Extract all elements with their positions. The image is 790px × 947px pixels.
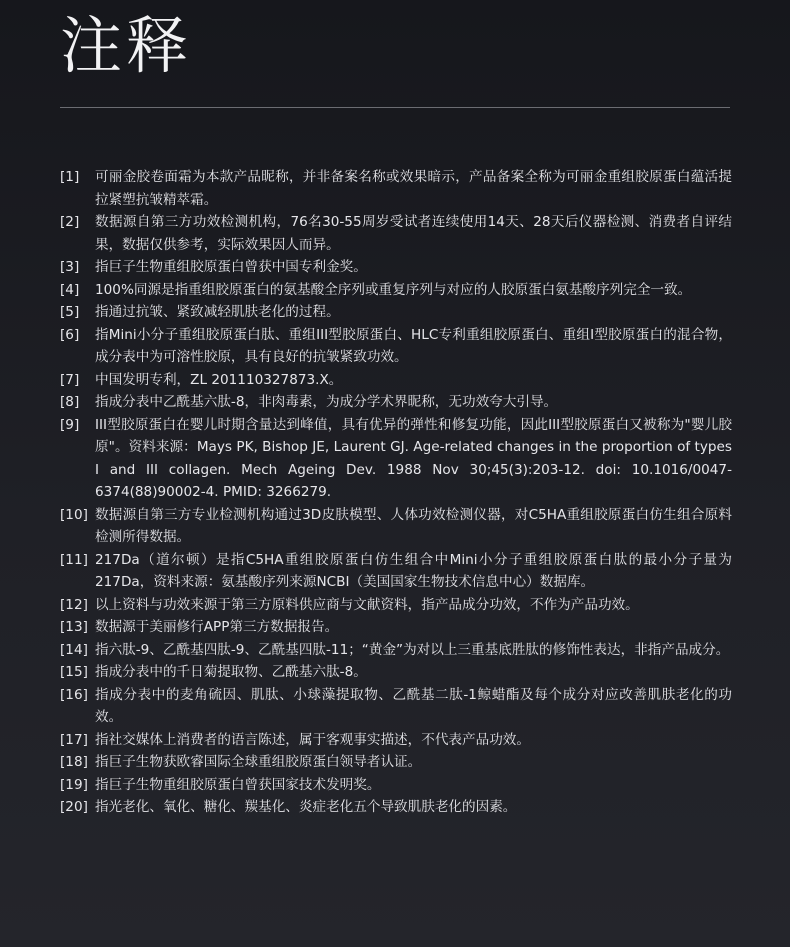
footnote-text: 指巨子生物重组胶原蛋白曾获国家技术发明奖。 xyxy=(95,776,381,793)
footnote-number: [11] xyxy=(60,551,88,568)
footnote-text: 指成分表中的千日菊提取物、乙酰基六肽-8。 xyxy=(95,664,367,680)
footnote-item xyxy=(60,594,732,617)
footnote-item xyxy=(60,639,732,662)
footnote-number: [8] xyxy=(60,394,80,410)
footnote-text: 指巨子生物重组胶原蛋白曾获中国专利金奖。 xyxy=(95,259,367,275)
footnote-text: 指Mini小分子重组胶原蛋白肽、重组III型胶原蛋白、HLC专利重组胶原蛋白、重组I型胶原蛋白的混合物，成分表中为可溶性胶原，具有良好的抗皱紧致功效。 xyxy=(95,326,732,365)
footnote-text: 217Da（道尔顿）是指C5HA重组胶原蛋白仿生组合中Mini小分子重组胶原蛋白肽的最小分子量为217Da，资料来源：氨基酸序列来源NCBI（美国国家生物技术信息中心）数据库。 xyxy=(95,551,732,590)
footnote-text: 指光老化、氧化、糖化、羰基化、炎症老化五个导致肌肤老化的因素。 xyxy=(95,799,517,815)
footnote-number: [1] xyxy=(60,169,80,185)
footnote-item xyxy=(60,774,732,797)
footnote-item xyxy=(60,616,732,639)
footnote-text: 指巨子生物获欧睿国际全球重组胶原蛋白领导者认证。 xyxy=(95,754,422,770)
footnote-item xyxy=(60,796,732,819)
footnote-text: 指成分表中乙酰基六肽-8，非肉毒素，为成分学术界昵称，无功效夸大引导。 xyxy=(95,394,558,410)
footnote-item xyxy=(60,279,732,302)
footnote-item xyxy=(60,414,732,504)
footnote-number: [5] xyxy=(60,304,80,320)
footnote-number: [15] xyxy=(60,664,88,680)
footnote-text: 100%同源是指重组胶原蛋白的氨基酸全序列或重复序列与对应的人胶原蛋白氨基酸序列完全一致。 xyxy=(95,281,692,298)
footnote-item xyxy=(60,751,732,774)
footnote-item xyxy=(60,729,732,752)
footnote-number: [4] xyxy=(60,281,80,298)
footnote-text: 指六肽-9、乙酰基四肽-9、乙酰基四肽-11；“黄金”为对以上三重基底胜肽的修饰性表达，非指产品成分。 xyxy=(95,641,730,658)
footnote-number: [9] xyxy=(60,416,80,433)
footnote-item xyxy=(60,166,732,211)
footnote-item xyxy=(60,211,732,256)
footnote-text: 指社交媒体上消费者的语言陈述，属于客观事实描述，不代表产品功效。 xyxy=(95,731,530,748)
footnote-item xyxy=(60,324,732,369)
footnote-text: 指成分表中的麦角硫因、肌肽、小球藻提取物、乙酰基二肽-1鲸蜡酯及每个成分对应改善肌肤老化的功效。 xyxy=(95,686,732,725)
page-title: 注释 xyxy=(60,9,193,82)
footnote-number: [18] xyxy=(60,754,88,770)
footnote-number: [3] xyxy=(60,259,80,275)
footnote-number: [19] xyxy=(60,776,88,793)
footnote-number: [2] xyxy=(60,214,80,230)
footnote-number: [14] xyxy=(60,641,88,658)
title-divider xyxy=(60,107,730,108)
footnote-number: [10] xyxy=(60,506,88,523)
footnote-item xyxy=(60,661,732,684)
footnote-text: 以上资料与功效来源于第三方原料供应商与文献资料，指产品成分功效，不作为产品功效。 xyxy=(95,596,639,613)
footnote-item xyxy=(60,256,732,279)
footnote-text: 指通过抗皱、紧致减轻肌肤老化的过程。 xyxy=(95,304,340,320)
footnote-number: [12] xyxy=(60,596,88,613)
footnote-item xyxy=(60,391,732,414)
footnote-number: [17] xyxy=(60,731,88,748)
footnote-text: 数据源于美丽修行APP第三方数据报告。 xyxy=(95,619,339,635)
footnote-item xyxy=(60,301,732,324)
footnote-item xyxy=(60,549,732,594)
footnote-item xyxy=(60,504,732,549)
footnote-number: [13] xyxy=(60,619,88,635)
footnote-item xyxy=(60,684,732,729)
footnote-number: [16] xyxy=(60,686,88,703)
footnote-list xyxy=(60,166,732,819)
footnote-text: III型胶原蛋白在婴儿时期含量达到峰值，具有优异的弹性和修复功能，因此III型胶原蛋白又被称为"婴儿胶原"。资料来源：Mays PK, Bishop JE, Laurent GJ. Age-related changes in the proportion of types I and III collagen. Mech Ageing Dev. 1988 Nov 30;45(3):203-12. doi: 10.1016/0047-6374(88)90002-4. PMID: 3266279. xyxy=(95,416,732,500)
footnote-text: 中国发明专利，ZL 201110327873.X。 xyxy=(95,371,343,388)
footnote-text: 可丽金胶卷面霜为本款产品昵称，并非备案名称或效果暗示，产品备案全称为可丽金重组胶原蛋白蕴活提拉紧塑抗皱精萃霜。 xyxy=(95,169,732,208)
footnote-item xyxy=(60,369,732,392)
footnote-number: [7] xyxy=(60,371,80,388)
footnote-number: [20] xyxy=(60,799,88,815)
footnote-text: 数据源自第三方功效检测机构，76名30-55周岁受试者连续使用14天、28天后仪器检测、消费者自评结果，数据仅供参考，实际效果因人而异。 xyxy=(95,214,732,253)
footnote-text: 数据源自第三方专业检测机构通过3D皮肤模型、人体功效检测仪器，对C5HA重组胶原蛋白仿生组合原料检测所得数据。 xyxy=(95,506,732,545)
footnote-number: [6] xyxy=(60,326,80,343)
